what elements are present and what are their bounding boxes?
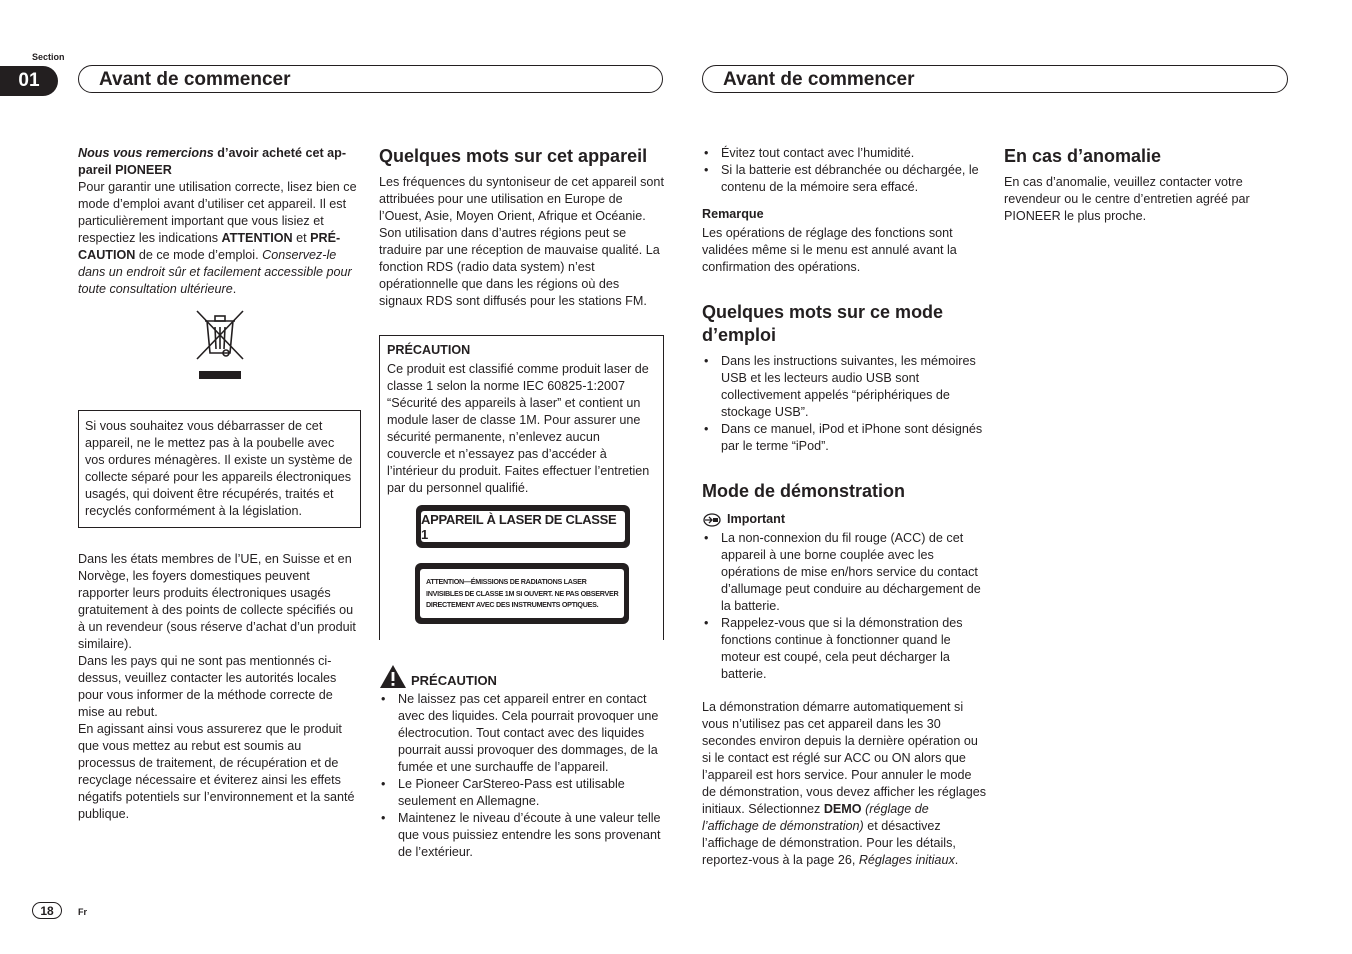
laser-class1-text: APPAREIL À LASER DE CLASSE 1 <box>421 511 625 542</box>
laser-caution-box <box>379 335 664 640</box>
mode-emploi-heading: Quelques mots sur ce mode d’emploi <box>702 302 944 345</box>
list-item: • Dans les instructions suivantes, les mémoires USB et les lecteurs audio USB sont collectivement appelés “périphériques de stockage USB”. <box>702 353 987 421</box>
intro-section <box>78 145 361 298</box>
precaution-list-section <box>379 691 664 861</box>
intro-bold-2: pareil PIONEER <box>78 163 172 177</box>
appareil-heading: Quelques mots sur cet appareil <box>379 146 648 166</box>
intro-et: et <box>292 231 311 245</box>
intro-precaution: PRÉ-CAUTION <box>78 231 341 262</box>
intro-bold: d’avoir acheté cet ap- <box>213 146 347 160</box>
laser-caution-text: Ce produit est classifié comme produit laser de classe 1 selon la norme IEC 60825-1:2007 “Sécurité des appareils à laser” et contient un module laser de classe 1M. Pour assurer une sécurité permanente, n’enlevez aucun couvercle et n’essayez pas d’accéder à l’intérieur du produit. Faites effectuer l’entretien par du personnel qualifié. <box>387 362 650 495</box>
list-item: • Ne laissez pas cet appareil entrer en contact avec des liquides. Cela pourrait provoquer une électrocution. Tout contact avec des liquides pourrait aussi provoquer des dommages, de la fumée et une surchauffe de l’appareil. <box>379 691 664 776</box>
list-item: • Dans ce manuel, iPod et iPhone sont désignés par le terme “iPod”. <box>702 421 987 455</box>
demo-italic-1: (réglage de l’affichage de démonstration) <box>702 802 929 833</box>
demo-section <box>702 480 987 683</box>
demo-text-2: et désactivez l’affichage de démonstration. Pour les détails, reportez-vous à la page 26, <box>702 819 956 867</box>
demo-bold: DEMO <box>823 802 862 816</box>
intro-text-1: Pour garantir une utilisation correcte, lisez bien ce mode d’emploi avant d’utiliser cet appareil. Il est particulièrement important que vous lisiez et respectiez les indications <box>78 180 357 245</box>
page-number: 18 <box>32 902 62 919</box>
intro-text-2: de ce mode d’emploi. <box>135 248 263 262</box>
intro-dot: . <box>232 282 237 296</box>
important-label: Important <box>727 512 786 526</box>
list-item: • La non-connexion du fil rouge (ACC) de cet appareil à une borne couplée avec les opérations de mise en/hors service du contact d’allumage peut conduire au déchargement de la batterie. <box>702 530 987 615</box>
demo-text-3: . <box>954 853 959 867</box>
demo-heading: Mode de démonstration <box>702 481 906 501</box>
precaution-title: PRÉCAUTION <box>411 673 497 688</box>
list-item: • Évitez tout contact avec l’humidité. <box>702 145 987 162</box>
demo-text-1: La démonstration démarre automatiquement si vous n’utilisez pas cet appareil dans les 30 secondes environ depuis la dernière opération ou si le contact est réglé sur ACC ou ON alors que l’appareil est hors service. Pour annuler le mode de démonstration, vous devez afficher les réglages initiaux. Sélectionnez <box>702 700 986 816</box>
laser-warning-line-1: ATTENTION—ÉMISSIONS DE RADIATIONS LASER <box>426 577 587 587</box>
appareil-section <box>379 145 664 310</box>
appareil-para: Les fréquences du syntoniseur de cet appareil sont attribuées pour une utilisation en Europe de l’Ouest, Asie, Moyen Orient, Afrique et Océanie. Son utilisation dans d’autres régions peut se traduire par une réception de mauvaise qualité. La fonction RDS (radio data system) n’est opérationnelle que dans les régions où des signaux RDS sont diffusés pour les stations FM. <box>379 175 664 308</box>
warning-triangle-icon <box>379 664 407 689</box>
laser-warning-line-2: INVISIBLES DE CLASSE 1M SI OUVERT. NE PAS OBSERVER <box>426 588 619 598</box>
left-banner-title: Avant de commencer <box>78 65 663 93</box>
remarque-text: Les opérations de réglage des fonctions sont validées même si le menu est annulé avant la confirmation des opérations. <box>702 226 957 274</box>
mode-emploi-section <box>702 301 987 455</box>
list-item: • Si la batterie est débranchée ou déchargée, le contenu de la mémoire sera effacé. <box>702 162 987 196</box>
mode-emploi-list <box>702 353 987 455</box>
important-note <box>702 511 987 528</box>
crossed-bin-icon <box>195 309 245 381</box>
laser-caution-title: PRÉCAUTION <box>387 343 471 357</box>
intro-attention: ATTENTION <box>221 231 293 245</box>
laser-warning-label <box>415 563 629 624</box>
precaution-list <box>379 691 664 861</box>
disposal-text: Si vous souhaitez vous débarrasser de cet appareil, ne le mettez pas à la poubelle avec vos ordures ménagères. Il existe un système de collecte séparé pour les appareils électroniques usagés, qui doivent être récupérés, traités et recyclés conformément à la législation. <box>85 419 353 518</box>
intro-bold-italic: Nous vous remercions <box>78 146 214 160</box>
demo-explanation <box>702 699 987 869</box>
eu-para-3: En agissant ainsi vous assurerez que le produit que vous mettez au rebut est soumis au processus de traitement, de récupération et de recyclage nécessaire et éviterez ainsi les effets négatifs potentiels sur l’environnement et la santé publique. <box>78 722 355 821</box>
list-item: • Rappelez-vous que si la démonstration des fonctions continue à fonctionner quand le moteur est coupé, cela peut décharger la batterie. <box>702 615 987 683</box>
important-icon <box>702 513 722 527</box>
list-item: • Maintenez le niveau d’écoute à une valeur telle que vous puissiez entendre les sons provenant de l’extérieur. <box>379 810 664 861</box>
eu-para-1: Dans les états membres de l’UE, en Suisse et en Norvège, les foyers domestiques peuvent rapporter leurs produits électroniques usagés gratuitement à des points de collecte spécifiés ou à un revendeur (sous réserve d’achat d’un produit similaire). <box>78 552 356 651</box>
anomalie-heading: En cas d’anomalie <box>1004 146 1162 166</box>
humidity-list <box>702 145 987 196</box>
eu-para-2: Dans les pays qui ne sont pas mentionnés ci-dessus, veuillez contacter les autorités locales pour vous informer de la méthode correcte de mise au rebut. <box>78 654 337 719</box>
section-label: Section <box>32 52 65 62</box>
list-item: • Le Pioneer CarStereo-Pass est utilisable seulement en Allemagne. <box>379 776 664 810</box>
right-banner-title: Avant de commencer <box>702 65 1288 93</box>
anomalie-para: En cas d’anomalie, veuillez contacter votre revendeur ou le centre d’entretien agréé par PIONEER le plus proche. <box>1004 175 1250 223</box>
intro-italic: Conservez-le dans un endroit sûr et facilement accessible pour toute consultation ultérieure <box>78 248 352 296</box>
laser-class1-label <box>416 505 630 548</box>
anomalie-section <box>1004 145 1288 225</box>
demo-italic-2: Réglages initiaux <box>858 853 955 867</box>
section-number-tab: 01 <box>0 66 58 96</box>
laser-warning-line-3: DIRECTEMENT AVEC DES INSTRUMENTS OPTIQUES. <box>426 600 599 610</box>
col3-top-section <box>702 145 987 276</box>
demo-list <box>702 530 987 683</box>
language-code: Fr <box>78 907 87 917</box>
eu-section <box>78 551 361 823</box>
disposal-box <box>78 410 361 528</box>
remarque-title: Remarque <box>702 207 764 221</box>
